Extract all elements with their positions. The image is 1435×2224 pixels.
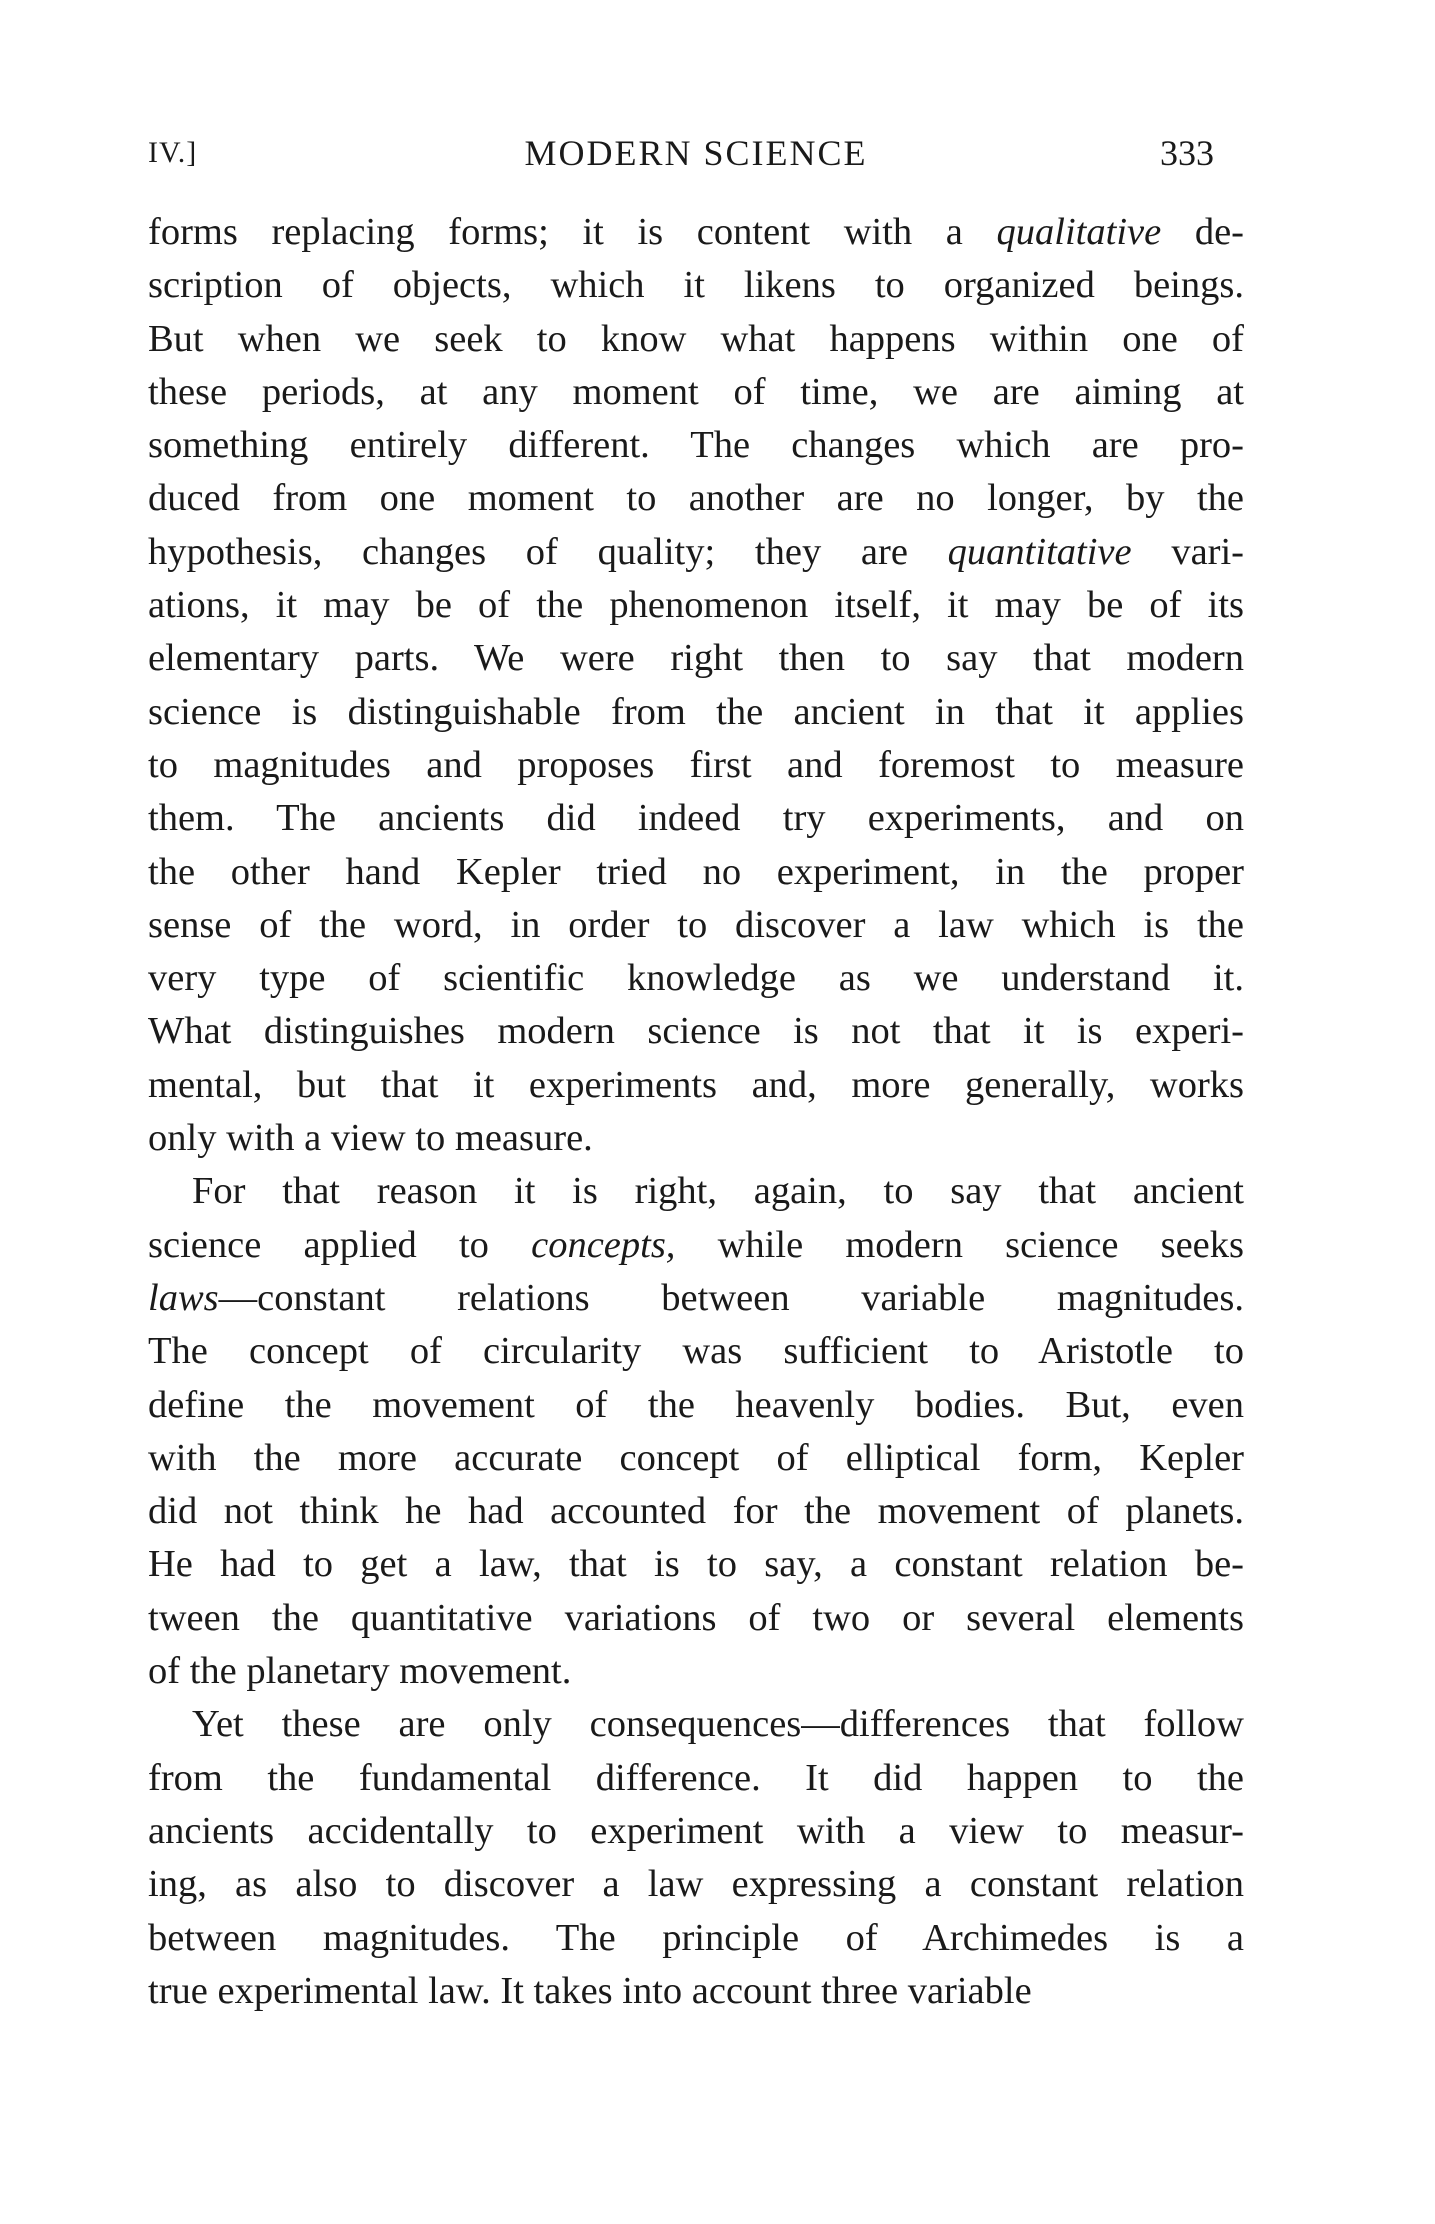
text-run: science is distinguishable from the ancient in that it applies <box>148 690 1244 733</box>
text-run: these periods, at any moment of time, we are aiming at <box>148 370 1244 413</box>
text-line <box>148 1698 1244 1751</box>
text-run: only with a view to measure. <box>148 1117 593 1160</box>
text-line <box>148 526 1244 579</box>
text-line <box>148 1538 1244 1591</box>
text-line <box>148 1379 1244 1432</box>
text-line <box>148 313 1244 366</box>
text-line <box>148 1805 1244 1858</box>
text-line <box>148 1912 1244 1965</box>
text-run: vari- <box>1131 530 1244 573</box>
text-line <box>148 1752 1244 1805</box>
text-line <box>148 1059 1244 1112</box>
text-line <box>148 1485 1244 1538</box>
text-line <box>148 1325 1244 1378</box>
text-run: ancients accidentally to experiment with a view to measur- <box>148 1809 1244 1852</box>
text-run: something entirely different. The changes which are pro- <box>148 424 1244 467</box>
text-run: de- <box>1161 211 1244 253</box>
text-run: define the movement of the heavenly bodies. But, even <box>148 1383 1244 1426</box>
text-run: ations, it may be of the phenomenon itself, it may be of its <box>148 584 1244 627</box>
italic-text: concepts, <box>531 1223 676 1266</box>
text-run: true experimental law. It takes into account three variable <box>148 1969 1032 2012</box>
text-run: while modern science seeks <box>675 1223 1244 1266</box>
text-line <box>148 1165 1244 1218</box>
text-run: sense of the word, in order to discover a law which is the <box>148 903 1244 946</box>
text-run: He had to get a law, that is to say, a constant relation be- <box>148 1543 1244 1586</box>
text-run: duced from one moment to another are no longer, by the <box>148 477 1244 520</box>
text-line <box>148 792 1244 845</box>
italic-text: quantitative <box>947 530 1132 573</box>
italic-text: qualitative <box>996 211 1162 253</box>
text-line <box>148 419 1244 472</box>
text-run: tween the quantitative variations of two or several elements <box>148 1596 1244 1639</box>
text-run: forms replacing forms; it is content with a <box>148 211 997 253</box>
running-title: MODERN SCIENCE <box>524 133 868 173</box>
text-line <box>148 366 1244 419</box>
text-run: the other hand Kepler tried no experiment, in the proper <box>148 850 1244 893</box>
text-run: But when we seek to know what happens within one of <box>148 317 1244 360</box>
text-run: did not think he had accounted for the movement of planets. <box>148 1490 1244 1533</box>
text-line <box>148 739 1244 792</box>
paragraph <box>148 1698 1244 2018</box>
text-run: from the fundamental difference. It did happen to the <box>148 1756 1244 1799</box>
text-line <box>148 1112 1244 1165</box>
text-line <box>148 899 1244 952</box>
text-run: Yet these are only consequences—differences that follow <box>192 1703 1244 1746</box>
paragraph <box>148 1165 1244 1698</box>
text-run: to magnitudes and proposes first and foremost to measure <box>148 743 1244 786</box>
italic-text: laws <box>148 1276 219 1319</box>
text-line <box>148 1592 1244 1645</box>
text-line <box>148 579 1244 632</box>
text-run: What distinguishes modern science is not that it is experi- <box>148 1010 1244 1053</box>
paragraph <box>148 206 1244 1165</box>
text-run: with the more accurate concept of elliptical form, Kepler <box>148 1436 1244 1479</box>
page-number: 333 <box>1160 133 1214 173</box>
text-line <box>148 1645 1244 1698</box>
text-run: of the planetary movement. <box>148 1650 572 1693</box>
text-run: scription of objects, which it likens to organized beings. <box>148 264 1244 307</box>
text-run: ing, as also to discover a law expressing a constant relation <box>148 1863 1244 1906</box>
text-line <box>148 1219 1244 1272</box>
text-line <box>148 1858 1244 1911</box>
text-run: The concept of circularity was sufficient to Aristotle to <box>148 1330 1244 1373</box>
text-line <box>148 1965 1244 2018</box>
text-line <box>148 472 1244 525</box>
text-run: elementary parts. We were right then to say that modern <box>148 637 1244 680</box>
text-run: hypothesis, changes of quality; they are <box>148 530 948 573</box>
text-run: science applied to <box>148 1223 532 1266</box>
text-line <box>148 686 1244 739</box>
text-line <box>148 1432 1244 1485</box>
text-run: mental, but that it experiments and, more generally, works <box>148 1063 1244 1106</box>
text-line <box>148 1272 1244 1325</box>
text-line <box>148 1005 1244 1058</box>
text-run: For that reason it is right, again, to say that ancient <box>192 1170 1244 1213</box>
chapter-number: IV.] <box>148 136 198 169</box>
text-line <box>148 206 1244 259</box>
body-text <box>148 206 1244 2018</box>
text-run: between magnitudes. The principle of Archimedes is a <box>148 1916 1244 1959</box>
text-line <box>148 846 1244 899</box>
text-run: —constant relations between variable magnitudes. <box>218 1276 1244 1319</box>
text-run: very type of scientific knowledge as we understand it. <box>148 957 1244 1000</box>
text-line <box>148 632 1244 685</box>
text-line <box>148 259 1244 312</box>
text-run: them. The ancients did indeed try experiments, and on <box>148 797 1244 840</box>
running-head <box>148 128 1244 178</box>
text-line <box>148 952 1244 1005</box>
